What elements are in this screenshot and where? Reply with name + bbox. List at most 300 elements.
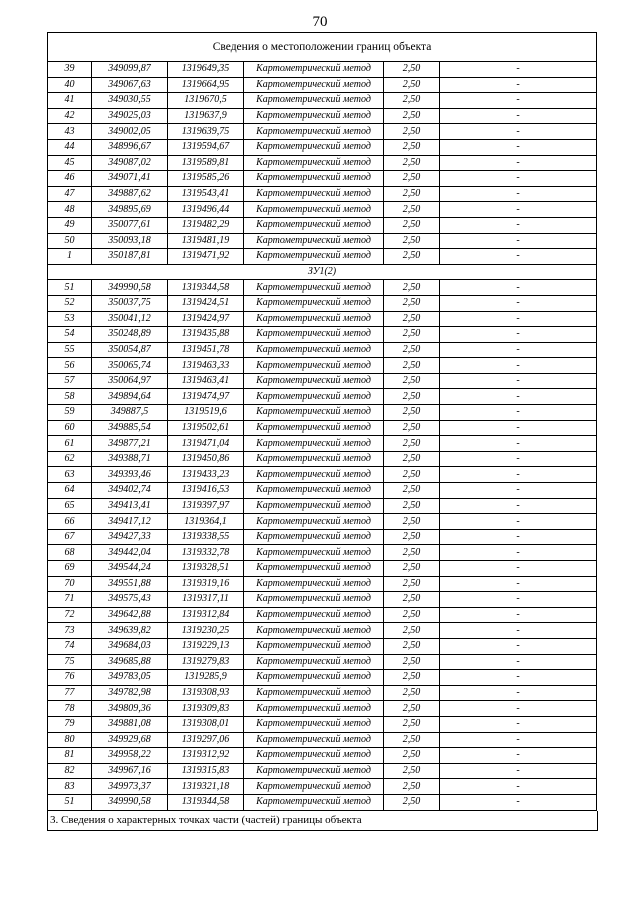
accuracy-cell: 2,50: [384, 280, 440, 296]
point-number-cell: 49: [48, 217, 92, 233]
y-coordinate-cell: 1319649,35: [168, 62, 244, 78]
accuracy-cell: 2,50: [384, 638, 440, 654]
accuracy-cell: 2,50: [384, 545, 440, 561]
point-number-cell: 59: [48, 405, 92, 421]
x-coordinate-cell: 349684,03: [92, 638, 168, 654]
description-cell: -: [440, 124, 597, 140]
description-cell: -: [440, 794, 597, 810]
method-cell: Картометрический метод: [244, 249, 384, 265]
description-cell: -: [440, 716, 597, 732]
method-cell: Картометрический метод: [244, 514, 384, 530]
y-coordinate-cell: 1319332,78: [168, 545, 244, 561]
accuracy-cell: 2,50: [384, 607, 440, 623]
y-coordinate-cell: 1319229,13: [168, 638, 244, 654]
y-coordinate-cell: 1319594,67: [168, 139, 244, 155]
y-coordinate-cell: 1319364,1: [168, 514, 244, 530]
table-row: [48, 763, 597, 779]
next-section-title: 3. Сведения о характерных точках части (частей) границы объекта: [47, 811, 598, 831]
accuracy-cell: 2,50: [384, 405, 440, 421]
description-cell: -: [440, 732, 597, 748]
y-coordinate-cell: 1319589,81: [168, 155, 244, 171]
x-coordinate-cell: 350037,75: [92, 295, 168, 311]
description-cell: -: [440, 670, 597, 686]
description-cell: -: [440, 405, 597, 421]
method-cell: Картометрический метод: [244, 483, 384, 499]
method-cell: Картометрический метод: [244, 779, 384, 795]
accuracy-cell: 2,50: [384, 124, 440, 140]
table-row: [48, 139, 597, 155]
y-coordinate-cell: 1319543,41: [168, 186, 244, 202]
x-coordinate-cell: 350248,89: [92, 327, 168, 343]
x-coordinate-cell: 349929,68: [92, 732, 168, 748]
method-cell: Картометрический метод: [244, 748, 384, 764]
description-cell: -: [440, 186, 597, 202]
x-coordinate-cell: 349639,82: [92, 623, 168, 639]
method-cell: Картометрический метод: [244, 202, 384, 218]
y-coordinate-cell: 1319463,41: [168, 373, 244, 389]
x-coordinate-cell: 349973,37: [92, 779, 168, 795]
point-number-cell: 1: [48, 249, 92, 265]
table-row: [48, 592, 597, 608]
description-cell: -: [440, 155, 597, 171]
accuracy-cell: 2,50: [384, 592, 440, 608]
method-cell: Картометрический метод: [244, 295, 384, 311]
method-cell: Картометрический метод: [244, 716, 384, 732]
table-row: [48, 436, 597, 452]
point-number-cell: 61: [48, 436, 92, 452]
description-cell: -: [440, 623, 597, 639]
description-cell: -: [440, 545, 597, 561]
description-cell: -: [440, 514, 597, 530]
accuracy-cell: 2,50: [384, 498, 440, 514]
table-row: [48, 716, 597, 732]
accuracy-cell: 2,50: [384, 373, 440, 389]
table-row: [48, 545, 597, 561]
accuracy-cell: 2,50: [384, 171, 440, 187]
accuracy-cell: 2,50: [384, 327, 440, 343]
description-cell: -: [440, 373, 597, 389]
accuracy-cell: 2,50: [384, 233, 440, 249]
point-number-cell: 44: [48, 139, 92, 155]
point-number-cell: 68: [48, 545, 92, 561]
accuracy-cell: 2,50: [384, 420, 440, 436]
method-cell: Картометрический метод: [244, 561, 384, 577]
description-cell: -: [440, 779, 597, 795]
table-row: [48, 186, 597, 202]
description-cell: -: [440, 561, 597, 577]
method-cell: Картометрический метод: [244, 529, 384, 545]
y-coordinate-cell: 1319317,11: [168, 592, 244, 608]
table-row: [48, 529, 597, 545]
y-coordinate-cell: 1319338,55: [168, 529, 244, 545]
method-cell: Картометрический метод: [244, 607, 384, 623]
table-row: [48, 327, 597, 343]
description-cell: -: [440, 327, 597, 343]
point-number-cell: 52: [48, 295, 92, 311]
point-number-cell: 62: [48, 451, 92, 467]
description-cell: -: [440, 217, 597, 233]
method-cell: Картометрический метод: [244, 732, 384, 748]
method-cell: Картометрический метод: [244, 389, 384, 405]
accuracy-cell: 2,50: [384, 389, 440, 405]
accuracy-cell: 2,50: [384, 77, 440, 93]
table-row: [48, 748, 597, 764]
table-row: [48, 155, 597, 171]
method-cell: Картометрический метод: [244, 62, 384, 78]
description-cell: -: [440, 389, 597, 405]
point-number-cell: 51: [48, 794, 92, 810]
accuracy-cell: 2,50: [384, 217, 440, 233]
y-coordinate-cell: 1319496,44: [168, 202, 244, 218]
description-cell: -: [440, 701, 597, 717]
x-coordinate-cell: 349087,02: [92, 155, 168, 171]
method-cell: Картометрический метод: [244, 592, 384, 608]
section-header-row: [48, 33, 597, 62]
x-coordinate-cell: 349887,62: [92, 186, 168, 202]
method-cell: Картометрический метод: [244, 108, 384, 124]
method-cell: Картометрический метод: [244, 467, 384, 483]
point-number-cell: 45: [48, 155, 92, 171]
y-coordinate-cell: 1319416,53: [168, 483, 244, 499]
x-coordinate-cell: 350041,12: [92, 311, 168, 327]
method-cell: Картометрический метод: [244, 576, 384, 592]
method-cell: Картометрический метод: [244, 186, 384, 202]
method-cell: Картометрический метод: [244, 794, 384, 810]
description-cell: -: [440, 467, 597, 483]
section-title: Сведения о местоположении границ объекта: [48, 33, 597, 62]
y-coordinate-cell: 1319297,06: [168, 732, 244, 748]
x-coordinate-cell: 349427,33: [92, 529, 168, 545]
y-coordinate-cell: 1319424,51: [168, 295, 244, 311]
description-cell: -: [440, 108, 597, 124]
accuracy-cell: 2,50: [384, 202, 440, 218]
accuracy-cell: 2,50: [384, 794, 440, 810]
description-cell: -: [440, 295, 597, 311]
method-cell: Картометрический метод: [244, 139, 384, 155]
description-cell: -: [440, 77, 597, 93]
contour-group-row: [48, 264, 597, 280]
description-cell: -: [440, 498, 597, 514]
x-coordinate-cell: 349071,41: [92, 171, 168, 187]
point-number-cell: 50: [48, 233, 92, 249]
x-coordinate-cell: 349782,98: [92, 685, 168, 701]
table-row: [48, 701, 597, 717]
table-row: [48, 561, 597, 577]
method-cell: Картометрический метод: [244, 420, 384, 436]
y-coordinate-cell: 1319309,83: [168, 701, 244, 717]
description-cell: -: [440, 529, 597, 545]
accuracy-cell: 2,50: [384, 514, 440, 530]
accuracy-cell: 2,50: [384, 139, 440, 155]
table-row: [48, 389, 597, 405]
method-cell: Картометрический метод: [244, 327, 384, 343]
table-row: [48, 467, 597, 483]
y-coordinate-cell: 1319474,97: [168, 389, 244, 405]
description-cell: -: [440, 607, 597, 623]
table-row: [48, 654, 597, 670]
description-cell: -: [440, 451, 597, 467]
method-cell: Картометрический метод: [244, 233, 384, 249]
x-coordinate-cell: 349885,54: [92, 420, 168, 436]
method-cell: Картометрический метод: [244, 545, 384, 561]
y-coordinate-cell: 1319312,92: [168, 748, 244, 764]
method-cell: Картометрический метод: [244, 280, 384, 296]
method-cell: Картометрический метод: [244, 171, 384, 187]
y-coordinate-cell: 1319344,58: [168, 280, 244, 296]
accuracy-cell: 2,50: [384, 701, 440, 717]
point-number-cell: 54: [48, 327, 92, 343]
accuracy-cell: 2,50: [384, 249, 440, 265]
x-coordinate-cell: 349958,22: [92, 748, 168, 764]
x-coordinate-cell: 349099,87: [92, 62, 168, 78]
y-coordinate-cell: 1319321,18: [168, 779, 244, 795]
point-number-cell: 69: [48, 561, 92, 577]
table-row: [48, 607, 597, 623]
method-cell: Картометрический метод: [244, 342, 384, 358]
y-coordinate-cell: 1319308,01: [168, 716, 244, 732]
point-number-cell: 48: [48, 202, 92, 218]
x-coordinate-cell: 349030,55: [92, 93, 168, 109]
point-number-cell: 63: [48, 467, 92, 483]
x-coordinate-cell: 349551,88: [92, 576, 168, 592]
accuracy-cell: 2,50: [384, 623, 440, 639]
description-cell: -: [440, 93, 597, 109]
description-cell: -: [440, 748, 597, 764]
table-row: [48, 420, 597, 436]
point-number-cell: 79: [48, 716, 92, 732]
point-number-cell: 83: [48, 779, 92, 795]
description-cell: -: [440, 342, 597, 358]
point-number-cell: 78: [48, 701, 92, 717]
point-number-cell: 70: [48, 576, 92, 592]
table-row: [48, 779, 597, 795]
point-number-cell: 65: [48, 498, 92, 514]
accuracy-cell: 2,50: [384, 748, 440, 764]
boundary-table: [47, 32, 597, 811]
x-coordinate-cell: 349067,63: [92, 77, 168, 93]
point-number-cell: 42: [48, 108, 92, 124]
point-number-cell: 71: [48, 592, 92, 608]
y-coordinate-cell: 1319585,26: [168, 171, 244, 187]
table-row: [48, 732, 597, 748]
accuracy-cell: 2,50: [384, 763, 440, 779]
x-coordinate-cell: 349413,41: [92, 498, 168, 514]
x-coordinate-cell: 349002,05: [92, 124, 168, 140]
method-cell: Картометрический метод: [244, 93, 384, 109]
table-row: [48, 249, 597, 265]
method-cell: Картометрический метод: [244, 451, 384, 467]
description-cell: -: [440, 139, 597, 155]
y-coordinate-cell: 1319319,16: [168, 576, 244, 592]
x-coordinate-cell: 349967,16: [92, 763, 168, 779]
y-coordinate-cell: 1319637,9: [168, 108, 244, 124]
contour-group-label: ЗУ1(2): [48, 264, 597, 280]
table-row: [48, 451, 597, 467]
table-row: [48, 685, 597, 701]
point-number-cell: 64: [48, 483, 92, 499]
x-coordinate-cell: 349393,46: [92, 467, 168, 483]
y-coordinate-cell: 1319471,92: [168, 249, 244, 265]
x-coordinate-cell: 349417,12: [92, 514, 168, 530]
x-coordinate-cell: 350093,18: [92, 233, 168, 249]
method-cell: Картометрический метод: [244, 155, 384, 171]
point-number-cell: 67: [48, 529, 92, 545]
point-number-cell: 73: [48, 623, 92, 639]
x-coordinate-cell: 349642,88: [92, 607, 168, 623]
accuracy-cell: 2,50: [384, 561, 440, 577]
method-cell: Картометрический метод: [244, 498, 384, 514]
table-row: [48, 342, 597, 358]
y-coordinate-cell: 1319308,93: [168, 685, 244, 701]
accuracy-cell: 2,50: [384, 576, 440, 592]
description-cell: -: [440, 654, 597, 670]
table-row: [48, 233, 597, 249]
y-coordinate-cell: 1319285,9: [168, 670, 244, 686]
description-cell: -: [440, 592, 597, 608]
x-coordinate-cell: 350065,74: [92, 358, 168, 374]
description-cell: -: [440, 763, 597, 779]
accuracy-cell: 2,50: [384, 358, 440, 374]
y-coordinate-cell: 1319344,58: [168, 794, 244, 810]
point-number-cell: 41: [48, 93, 92, 109]
description-cell: -: [440, 233, 597, 249]
point-number-cell: 76: [48, 670, 92, 686]
point-number-cell: 66: [48, 514, 92, 530]
accuracy-cell: 2,50: [384, 732, 440, 748]
table-row: [48, 670, 597, 686]
point-number-cell: 47: [48, 186, 92, 202]
point-number-cell: 51: [48, 280, 92, 296]
point-number-cell: 80: [48, 732, 92, 748]
accuracy-cell: 2,50: [384, 467, 440, 483]
accuracy-cell: 2,50: [384, 529, 440, 545]
y-coordinate-cell: 1319433,23: [168, 467, 244, 483]
y-coordinate-cell: 1319230,25: [168, 623, 244, 639]
point-number-cell: 53: [48, 311, 92, 327]
point-number-cell: 58: [48, 389, 92, 405]
table-row: [48, 93, 597, 109]
x-coordinate-cell: 349809,36: [92, 701, 168, 717]
x-coordinate-cell: 349388,71: [92, 451, 168, 467]
description-cell: -: [440, 638, 597, 654]
accuracy-cell: 2,50: [384, 295, 440, 311]
y-coordinate-cell: 1319471,04: [168, 436, 244, 452]
accuracy-cell: 2,50: [384, 654, 440, 670]
method-cell: Картометрический метод: [244, 685, 384, 701]
point-number-cell: 43: [48, 124, 92, 140]
method-cell: Картометрический метод: [244, 763, 384, 779]
x-coordinate-cell: 349990,58: [92, 280, 168, 296]
accuracy-cell: 2,50: [384, 685, 440, 701]
accuracy-cell: 2,50: [384, 311, 440, 327]
x-coordinate-cell: 348996,67: [92, 139, 168, 155]
point-number-cell: 55: [48, 342, 92, 358]
x-coordinate-cell: 350187,81: [92, 249, 168, 265]
y-coordinate-cell: 1319424,97: [168, 311, 244, 327]
method-cell: Картометрический метод: [244, 373, 384, 389]
x-coordinate-cell: 350077,61: [92, 217, 168, 233]
method-cell: Картометрический метод: [244, 623, 384, 639]
description-cell: -: [440, 685, 597, 701]
table-row: [48, 311, 597, 327]
description-cell: -: [440, 249, 597, 265]
x-coordinate-cell: 349895,69: [92, 202, 168, 218]
point-number-cell: 57: [48, 373, 92, 389]
description-cell: -: [440, 358, 597, 374]
point-number-cell: 60: [48, 420, 92, 436]
x-coordinate-cell: 349685,88: [92, 654, 168, 670]
description-cell: -: [440, 420, 597, 436]
x-coordinate-cell: 349877,21: [92, 436, 168, 452]
x-coordinate-cell: 349402,74: [92, 483, 168, 499]
table-row: [48, 280, 597, 296]
y-coordinate-cell: 1319502,61: [168, 420, 244, 436]
table-row: [48, 638, 597, 654]
table-row: [48, 358, 597, 374]
accuracy-cell: 2,50: [384, 670, 440, 686]
x-coordinate-cell: 349881,08: [92, 716, 168, 732]
point-number-cell: 56: [48, 358, 92, 374]
x-coordinate-cell: 349887,5: [92, 405, 168, 421]
point-number-cell: 74: [48, 638, 92, 654]
y-coordinate-cell: 1319670,5: [168, 93, 244, 109]
accuracy-cell: 2,50: [384, 716, 440, 732]
page-number: 70: [312, 14, 328, 30]
y-coordinate-cell: 1319279,83: [168, 654, 244, 670]
accuracy-cell: 2,50: [384, 186, 440, 202]
y-coordinate-cell: 1319328,51: [168, 561, 244, 577]
description-cell: -: [440, 576, 597, 592]
method-cell: Картометрический метод: [244, 436, 384, 452]
point-number-cell: 72: [48, 607, 92, 623]
accuracy-cell: 2,50: [384, 483, 440, 499]
x-coordinate-cell: 350054,87: [92, 342, 168, 358]
method-cell: Картометрический метод: [244, 638, 384, 654]
accuracy-cell: 2,50: [384, 93, 440, 109]
method-cell: Картометрический метод: [244, 311, 384, 327]
y-coordinate-cell: 1319312,84: [168, 607, 244, 623]
description-cell: -: [440, 436, 597, 452]
y-coordinate-cell: 1319519,6: [168, 405, 244, 421]
x-coordinate-cell: 349544,24: [92, 561, 168, 577]
y-coordinate-cell: 1319463,33: [168, 358, 244, 374]
table-row: [48, 217, 597, 233]
point-number-cell: 46: [48, 171, 92, 187]
accuracy-cell: 2,50: [384, 62, 440, 78]
x-coordinate-cell: 349783,05: [92, 670, 168, 686]
table-row: [48, 794, 597, 810]
y-coordinate-cell: 1319315,83: [168, 763, 244, 779]
table-row: [48, 514, 597, 530]
point-number-cell: 39: [48, 62, 92, 78]
y-coordinate-cell: 1319397,97: [168, 498, 244, 514]
method-cell: Картометрический метод: [244, 405, 384, 421]
description-cell: -: [440, 202, 597, 218]
x-coordinate-cell: 349025,03: [92, 108, 168, 124]
table-row: [48, 576, 597, 592]
y-coordinate-cell: 1319451,78: [168, 342, 244, 358]
point-number-cell: 77: [48, 685, 92, 701]
method-cell: Картометрический метод: [244, 217, 384, 233]
method-cell: Картометрический метод: [244, 358, 384, 374]
description-cell: -: [440, 483, 597, 499]
table-row: [48, 171, 597, 187]
accuracy-cell: 2,50: [384, 436, 440, 452]
y-coordinate-cell: 1319481,19: [168, 233, 244, 249]
table-row: [48, 405, 597, 421]
description-cell: -: [440, 280, 597, 296]
x-coordinate-cell: 349442,04: [92, 545, 168, 561]
